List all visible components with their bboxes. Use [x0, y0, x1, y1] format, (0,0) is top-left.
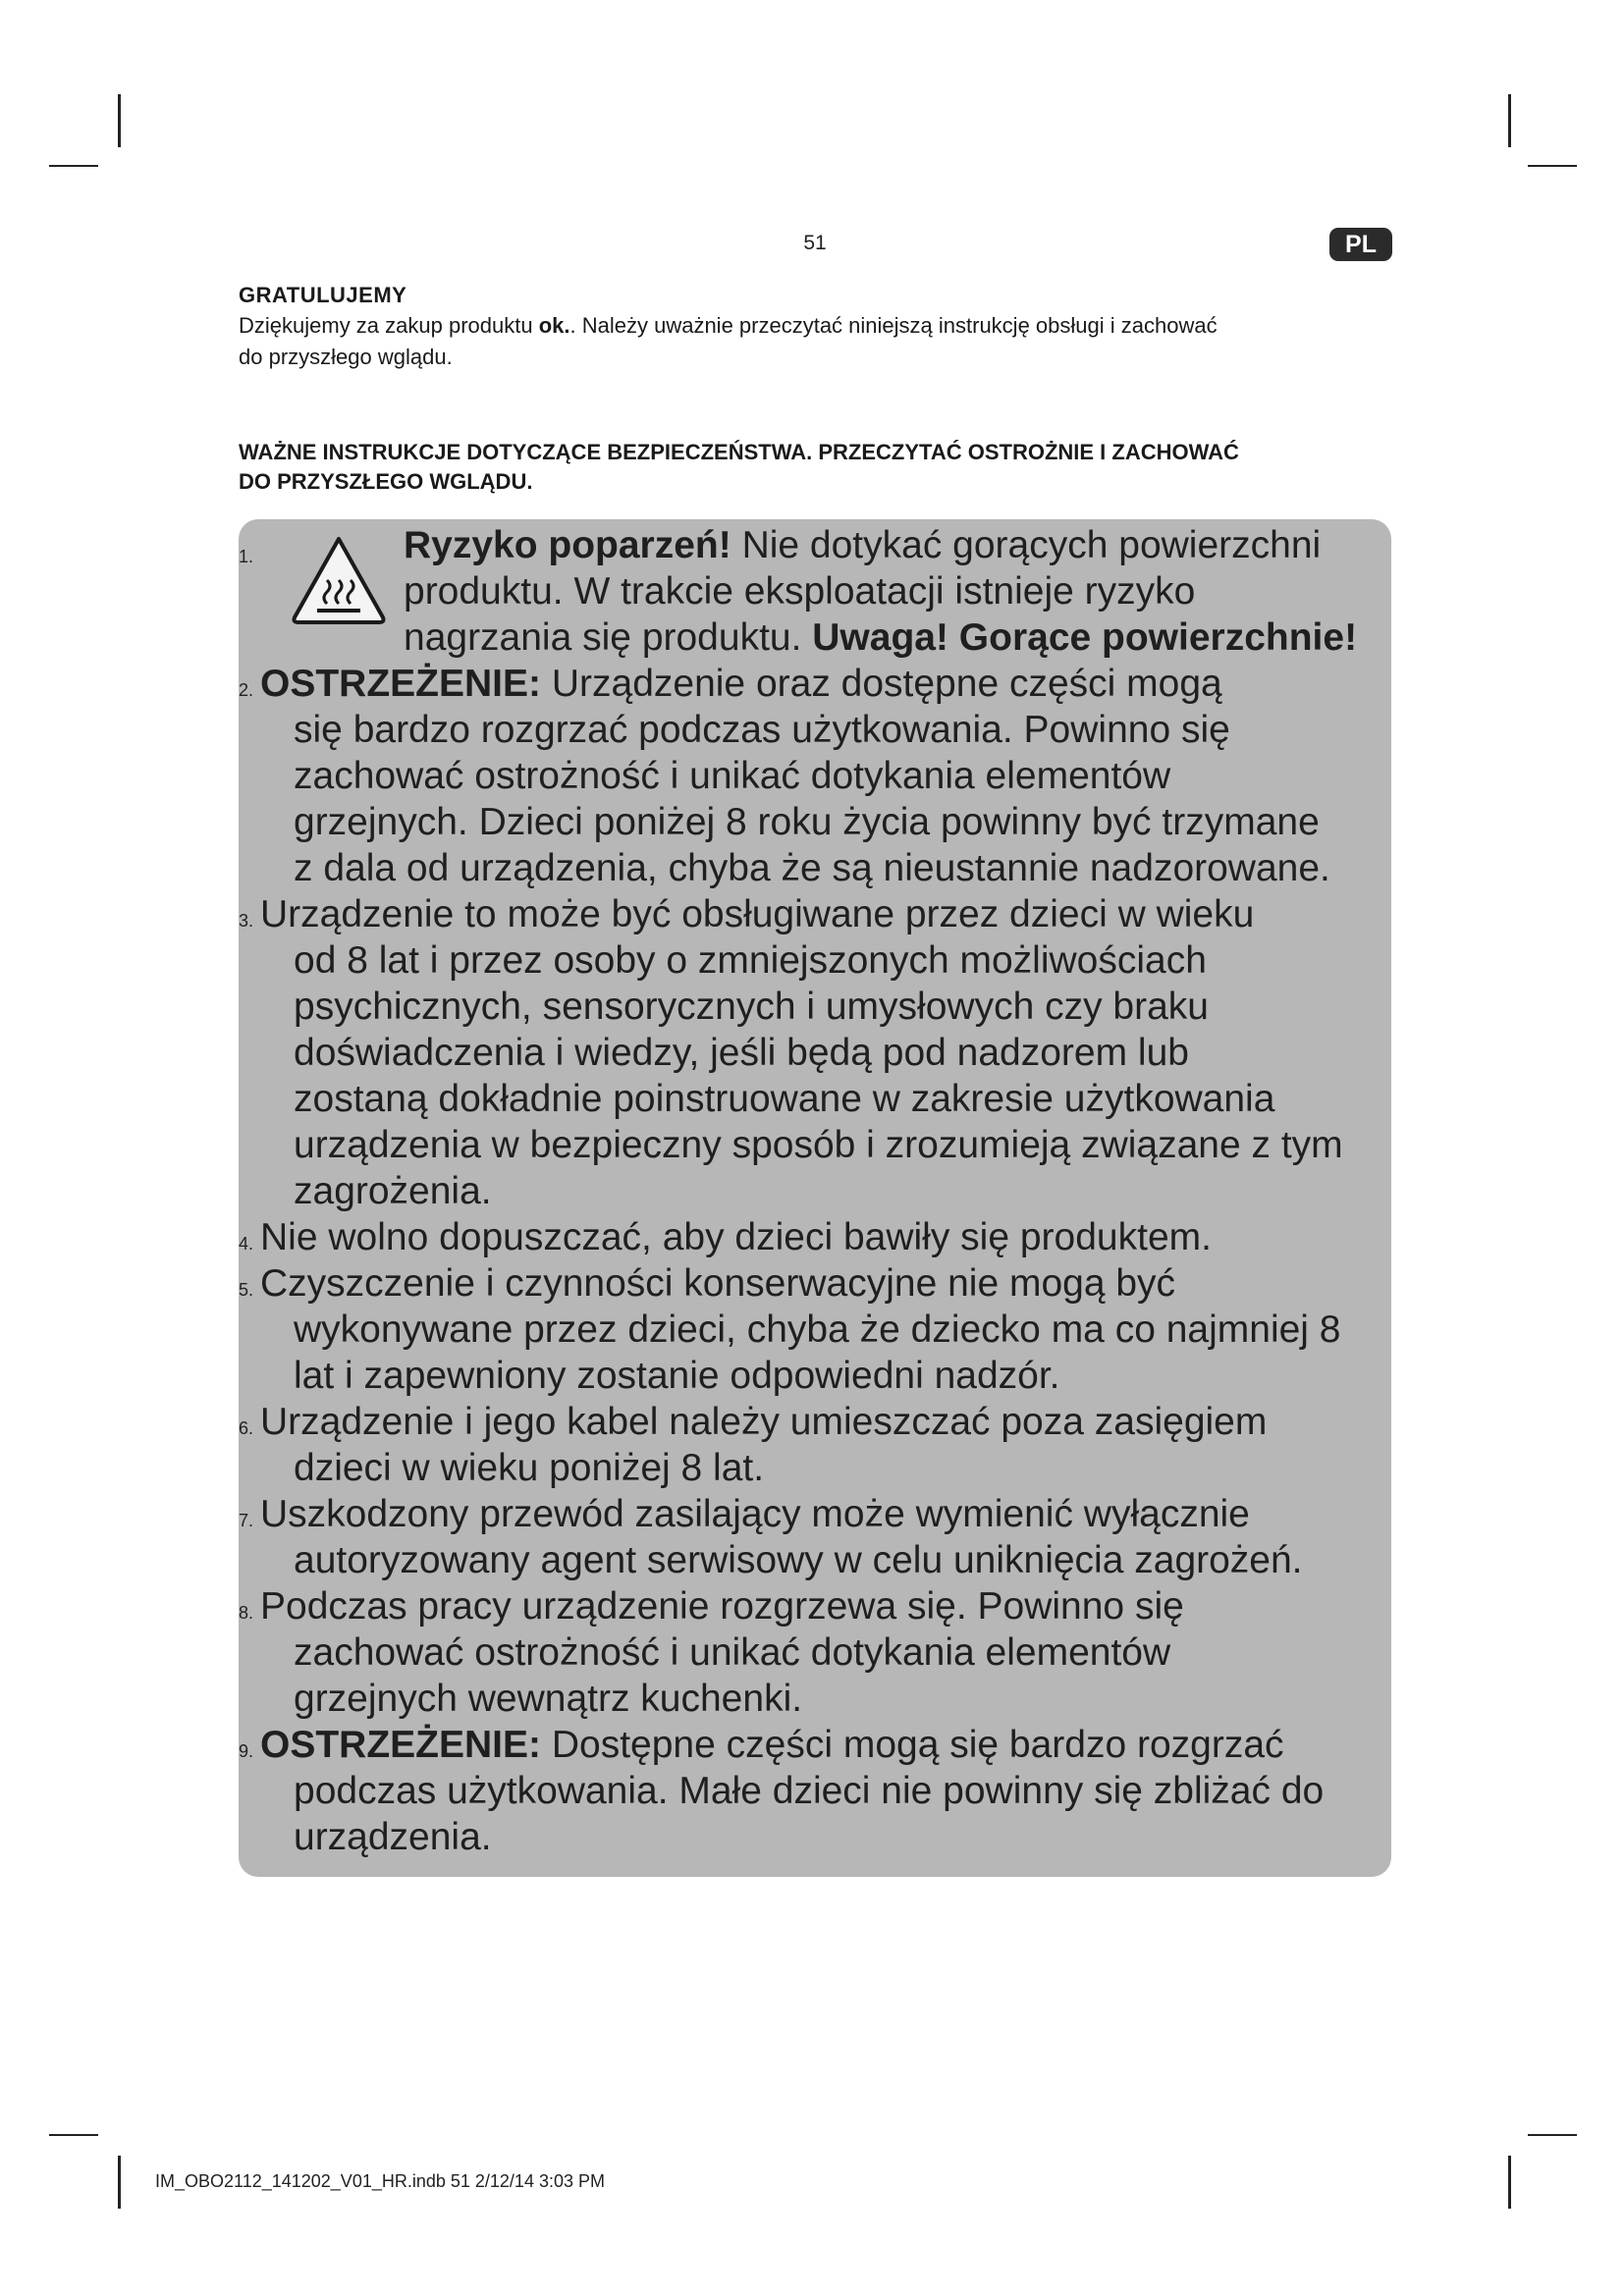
- safety-heading-line2: DO PRZYSZŁEGO WGLĄDU.: [239, 469, 533, 494]
- crop-mark: [1528, 165, 1577, 167]
- item-line: wykonywane przez dzieci, chyba że dziecko ma co najmniej 8: [294, 1308, 1341, 1351]
- item-line: Ryzyko poparzeń! Nie dotykać gorących powierzchni: [404, 524, 1322, 566]
- crop-mark: [49, 165, 98, 167]
- intro-text-post: . Należy uważnie przeczytać niniejszą instrukcję obsługi i zachować: [569, 313, 1218, 338]
- crop-mark: [1508, 94, 1511, 147]
- item-line: lat i zapewniony zostanie odpowiedni nadzór.: [294, 1355, 1060, 1397]
- item-line: grzejnych wewnątrz kuchenki.: [294, 1678, 803, 1720]
- item-line: podczas użytkowania. Małe dzieci nie powinny się zbliżać do: [294, 1770, 1325, 1812]
- page-number: 51: [803, 232, 827, 254]
- item-number: 5.: [239, 1280, 254, 1300]
- item-line: urządzenia.: [294, 1816, 492, 1858]
- hot-surface-warning-icon: [290, 533, 388, 627]
- item-number: 7.: [239, 1511, 254, 1530]
- item-line: zostaną dokładnie poinstruowane w zakresie użytkowania: [294, 1078, 1275, 1120]
- item-line: urządzenia w bezpieczny sposób i zrozumieją związane z tym: [294, 1124, 1343, 1166]
- crop-mark: [49, 2134, 98, 2136]
- item-bold-lead: OSTRZEŻENIE:: [260, 1724, 542, 1766]
- item-number: 4.: [239, 1234, 254, 1254]
- item-line: doświadczenia i wiedzy, jeśli będą pod nadzorem lub: [294, 1032, 1189, 1074]
- item-number: 3.: [239, 911, 254, 931]
- intro-section: [239, 281, 1397, 373]
- item-line: Urządzenie to może być obsługiwane przez dzieci w wieku: [260, 893, 1255, 935]
- crop-mark: [1528, 2134, 1577, 2136]
- item-line: się bardzo rozgrzać podczas użytkowania. Powinno się: [294, 709, 1230, 751]
- item-number: 9.: [239, 1741, 254, 1761]
- item-line: Nie wolno dopuszczać, aby dzieci bawiły się produktem.: [260, 1216, 1212, 1258]
- item-line: zachować ostrożność i unikać dotykania elementów: [294, 1631, 1171, 1674]
- item-number: 6.: [239, 1418, 254, 1438]
- item-line: Uszkodzony przewód zasilający może wymienić wyłącznie: [260, 1493, 1250, 1535]
- item-line: dzieci w wieku poniżej 8 lat.: [294, 1447, 765, 1489]
- safety-instructions-panel: [239, 519, 1391, 1877]
- safety-heading: [239, 438, 1397, 497]
- intro-text-line2: do przyszłego wglądu.: [239, 345, 453, 369]
- item-line: z dala od urządzenia, chyba że są nieustannie nadzorowane.: [294, 847, 1330, 889]
- language-badge: PL: [1329, 228, 1392, 261]
- print-file-info: IM_OBO2112_141202_V01_HR.indb 51 2/12/14 3:03 PM: [155, 2171, 605, 2191]
- item-line: psychicznych, sensorycznych i umysłowych czy braku: [294, 986, 1209, 1028]
- intro-text: [239, 310, 1397, 373]
- item-bold-tail: Uwaga! Gorące powierzchnie!: [812, 616, 1358, 659]
- item-bold-lead: Ryzyko poparzeń!: [404, 524, 731, 566]
- item-number: 1.: [239, 547, 254, 566]
- item-line: OSTRZEŻENIE: Dostępne części mogą się bardzo rozgrzać: [260, 1724, 1284, 1766]
- crop-mark: [1508, 2156, 1511, 2209]
- item-line: autoryzowany agent serwisowy w celu uniknięcia zagrożeń.: [294, 1539, 1303, 1581]
- item-line: Urządzenie i jego kabel należy umieszczać poza zasięgiem: [260, 1401, 1268, 1443]
- safety-heading-line1: WAŻNE INSTRUKCJE DOTYCZĄCE BEZPIECZEŃSTWA. PRZECZYTAĆ OSTROŻNIE I ZACHOWAĆ: [239, 440, 1239, 464]
- item-line: od 8 lat i przez osoby o zmniejszonych możliwościach: [294, 939, 1207, 982]
- item-line: zachować ostrożność i unikać dotykania elementów: [294, 755, 1171, 797]
- intro-text-pre: Dziękujemy za zakup produktu: [239, 313, 539, 338]
- item-number: 8.: [239, 1603, 254, 1623]
- item-line: nagrzania się produktu. Uwaga! Gorące powierzchnie!: [404, 616, 1358, 659]
- intro-heading: GRATULUJEMY: [239, 283, 407, 307]
- crop-mark: [118, 2156, 121, 2209]
- item-line: zagrożenia.: [294, 1170, 492, 1212]
- item-line: OSTRZEŻENIE: Urządzenie oraz dostępne części mogą: [260, 663, 1222, 705]
- item-line: Czyszczenie i czynności konserwacyjne nie mogą być: [260, 1262, 1176, 1305]
- brand-name: ok.: [538, 313, 570, 338]
- crop-mark: [118, 94, 121, 147]
- item-line: produktu. W trakcie eksploatacji istnieje ryzyko: [404, 570, 1196, 613]
- item-number: 2.: [239, 680, 254, 700]
- item-bold-lead: OSTRZEŻENIE:: [260, 663, 542, 705]
- item-line: Podczas pracy urządzenie rozgrzewa się. Powinno się: [260, 1585, 1184, 1628]
- item-line: grzejnych. Dzieci poniżej 8 roku życia powinny być trzymane: [294, 801, 1320, 843]
